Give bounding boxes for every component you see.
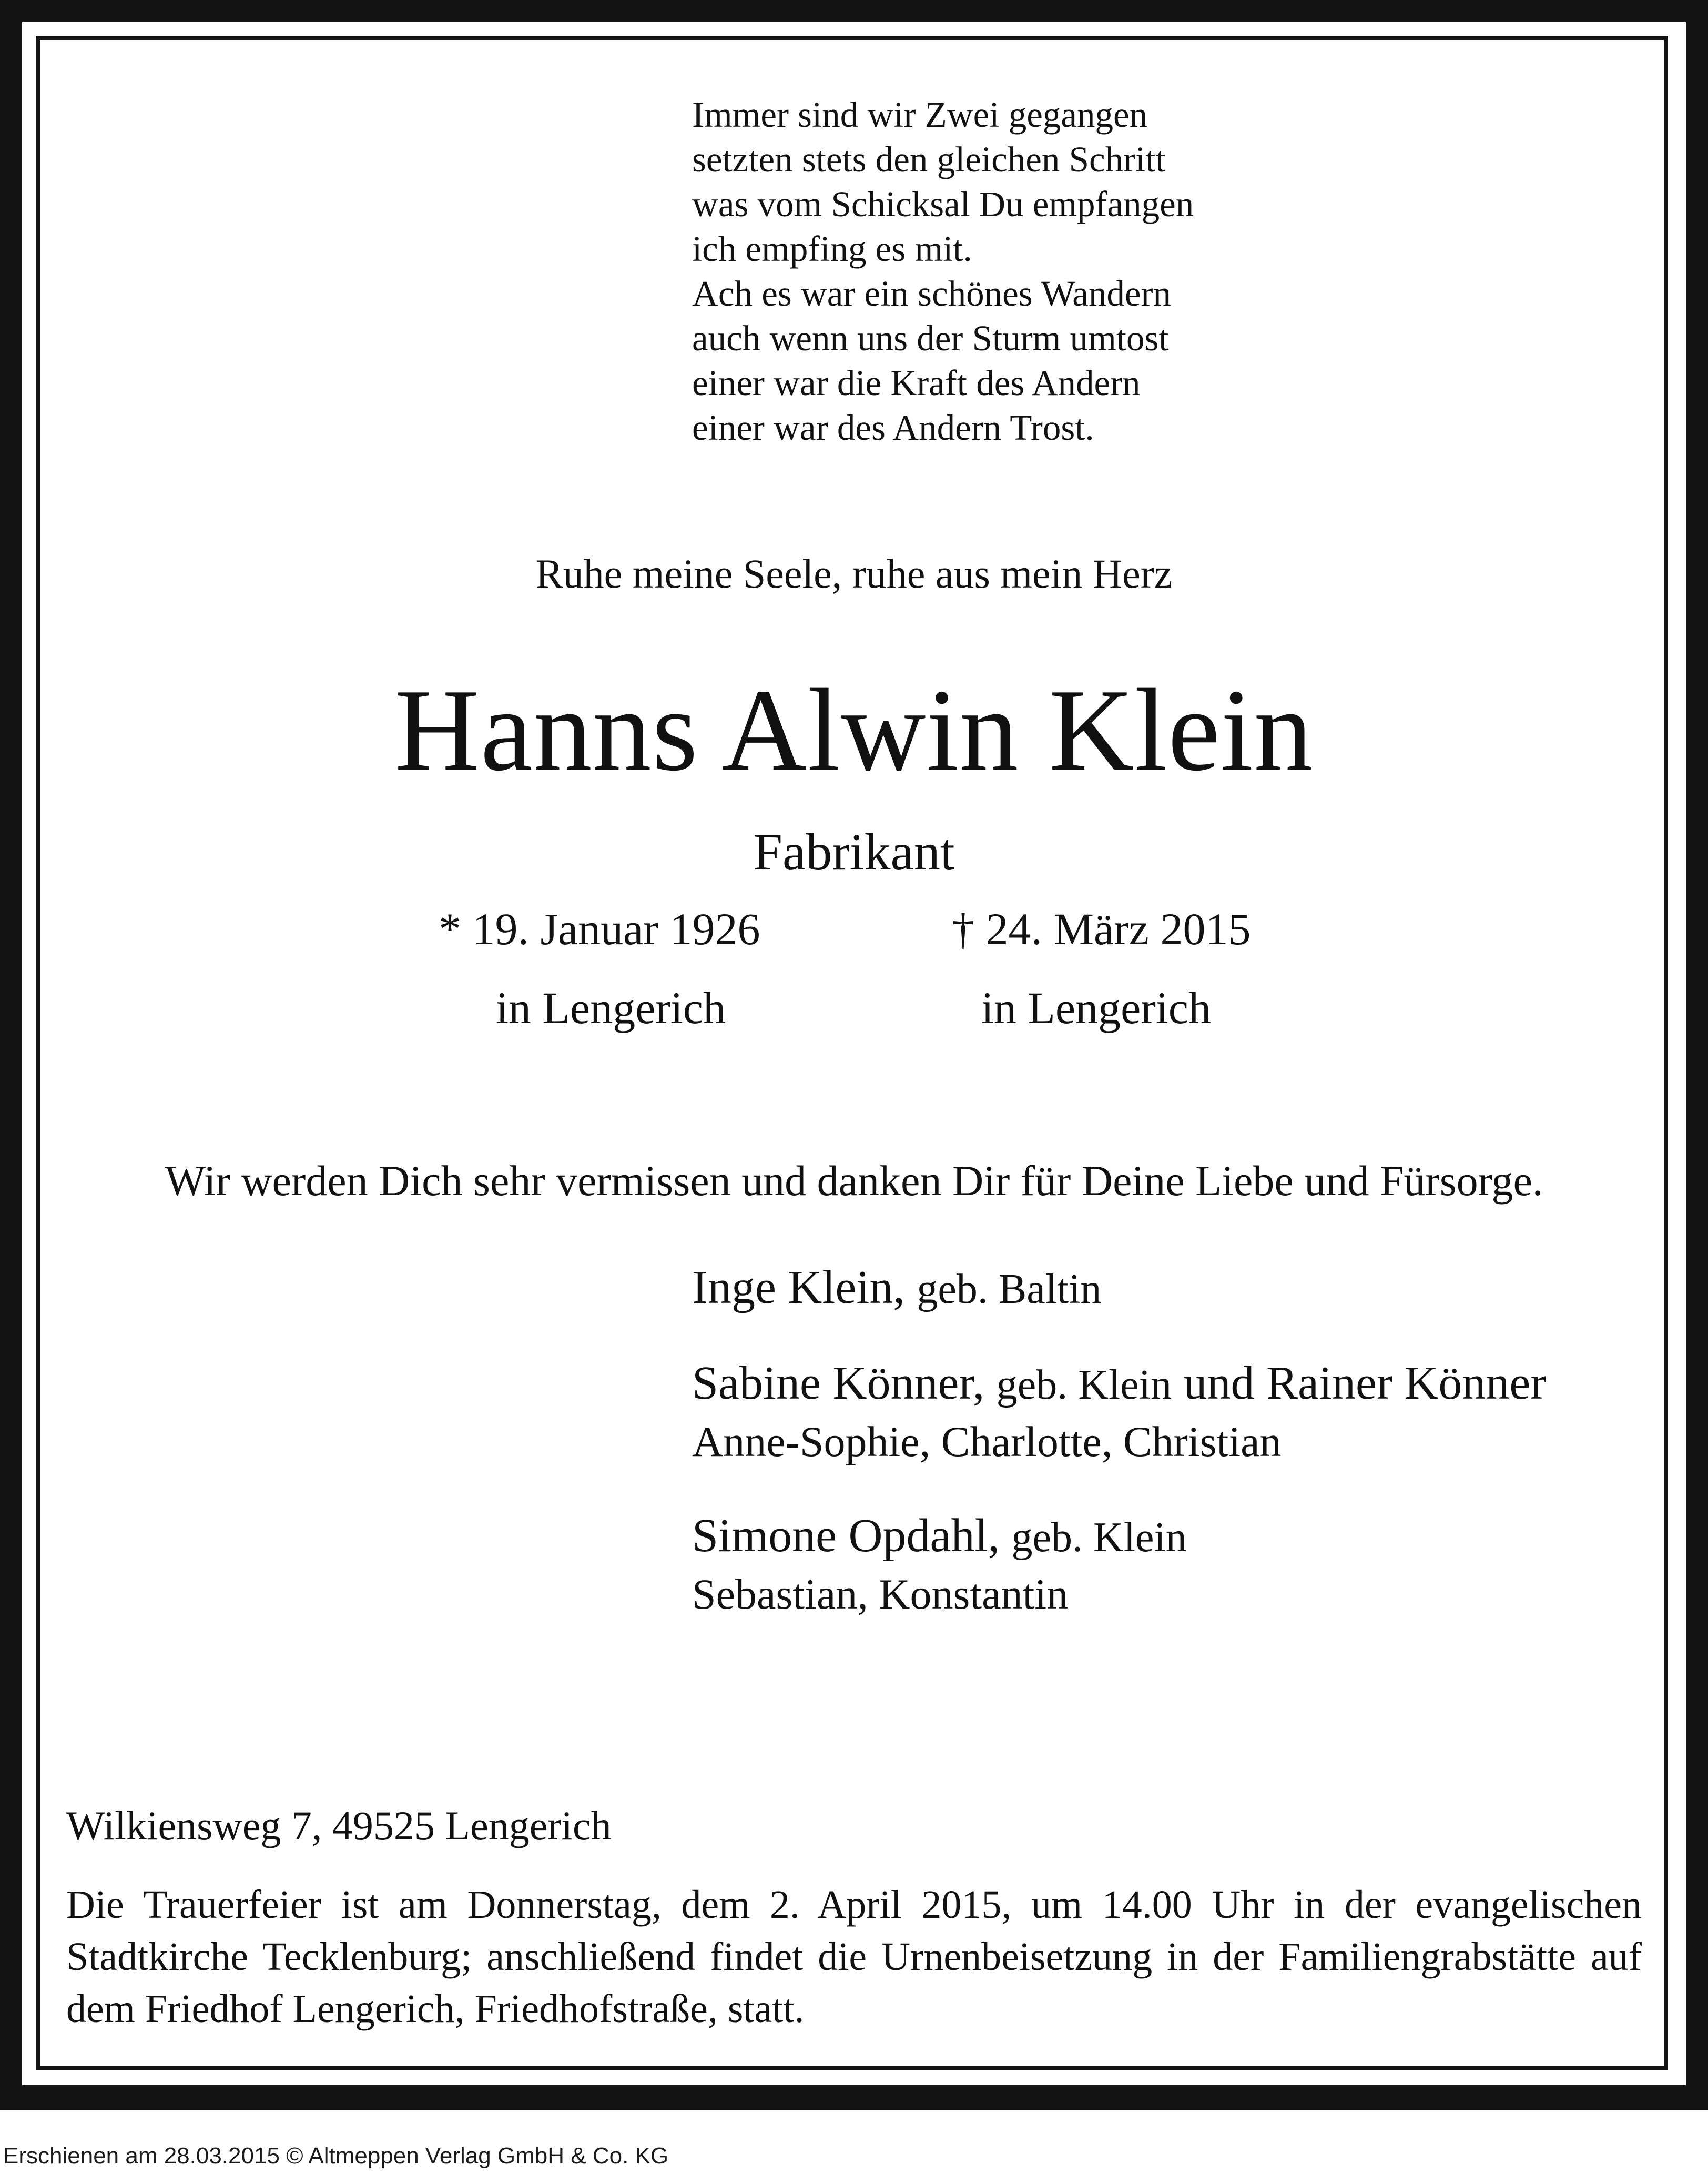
motto: Ruhe meine Seele, ruhe aus mein Herz [535, 551, 1173, 596]
poem-line: auch wenn uns der Sturm umtost [692, 318, 1169, 358]
maiden-name: geb. Klein [996, 1362, 1172, 1408]
poem-line: setzten stets den gleichen Schritt [692, 139, 1166, 179]
funeral-notice: Die Trauerfeier ist am Donnerstag, dem 2. April 2015, um 14.00 Uhr in der evangelischen Stadtkirche Tecklenburg; anschließend findet die Urnenbeisetzung in der Familiengrabstätte auf dem Friedhof Lengerich, Friedhofstraße, statt. [66, 1883, 1642, 2031]
poem [692, 93, 1323, 450]
deceased-name: Hanns Alwin Klein [394, 665, 1314, 795]
death-place: in Lengerich [981, 983, 1211, 1033]
poem-line: ich empfing es mit. [692, 229, 972, 269]
children-names: Sebastian, Konstantin [692, 1570, 1069, 1618]
family-name: Inge Klein, [692, 1261, 905, 1313]
birth-date: * 19. Januar 1926 [439, 904, 760, 954]
poem-line: einer war die Kraft des Andern [692, 363, 1141, 403]
publication-credit: Erschienen am 28.03.2015 © Altmeppen Verlag GmbH & Co. KG [3, 2143, 669, 2169]
maiden-name: geb. Klein [1011, 1514, 1187, 1561]
profession: Fabrikant [753, 823, 955, 881]
address: Wilkiensweg 7, 49525 Lengerich [66, 1803, 612, 1848]
partner-name: und Rainer Könner [1183, 1357, 1547, 1409]
family-member-2 [692, 1355, 1546, 1470]
family-member-3 [692, 1508, 1187, 1623]
thanks-message: Wir werden Dich sehr vermissen und danken Dir für Deine Liebe und Fürsorge. [165, 1157, 1543, 1205]
birth-place: in Lengerich [496, 983, 726, 1033]
family-name: Sabine Könner, [692, 1357, 985, 1409]
death-date: † 24. März 2015 [952, 904, 1251, 954]
poem-line: einer war des Andern Trost. [692, 408, 1094, 448]
children-names: Anne-Sophie, Charlotte, Christian [692, 1418, 1282, 1465]
poem-line: Immer sind wir Zwei gegangen [692, 95, 1148, 135]
family-name: Simone Opdahl, [692, 1510, 1000, 1562]
maiden-name: geb. Baltin [917, 1266, 1102, 1312]
poem-line: Ach es war ein schönes Wandern [692, 274, 1171, 314]
family-member-1 [692, 1259, 1101, 1318]
poem-line: was vom Schicksal Du empfangen [692, 184, 1194, 224]
